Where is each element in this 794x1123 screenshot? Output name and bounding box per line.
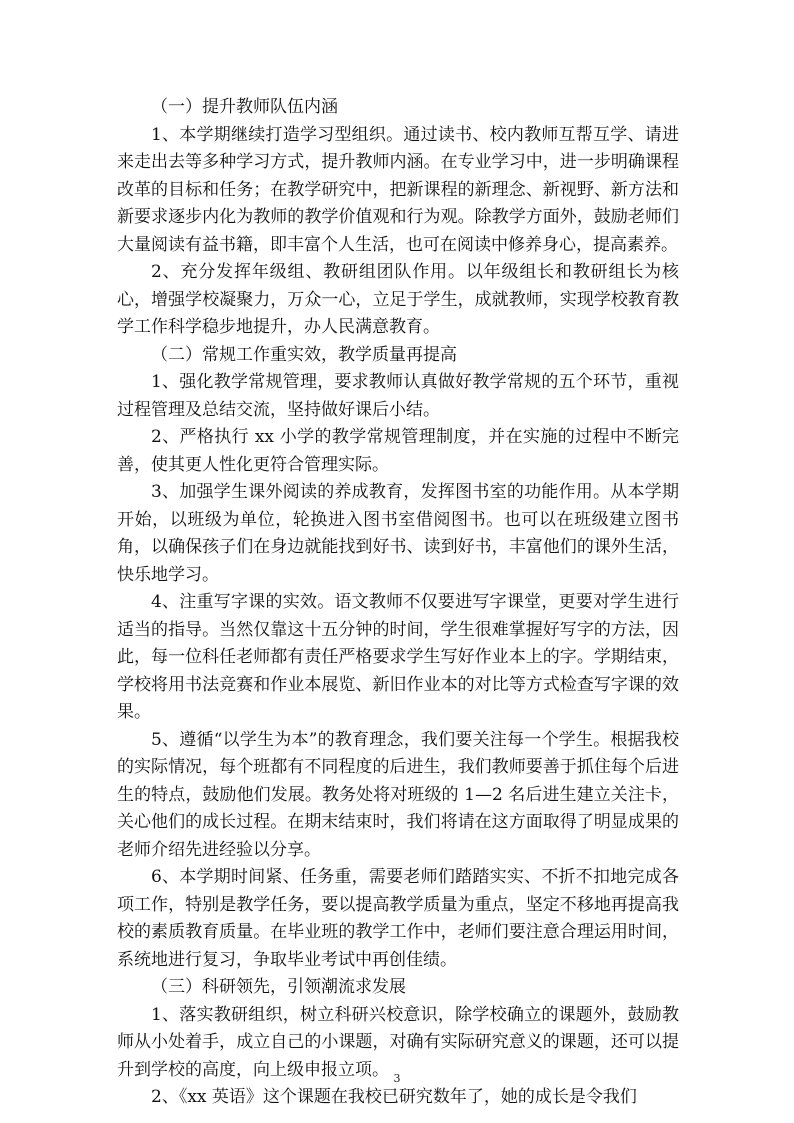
paragraph: 3、加强学生课外阅读的养成教育，发挥图书室的功能作用。从本学期开始，以班级为单位，轮换进入图书室借阅图书。也可以在班级建立图书角，以确保孩子们在身边就能找到好书、读到好书，丰富他们的课外生活，快乐地学习。 — [117, 482, 679, 585]
section-heading-3: （三）科研领先，引领潮流求发展 — [151, 977, 406, 997]
page-number: 3 — [393, 1072, 401, 1085]
document-body — [117, 94, 679, 1112]
section-heading-2: （二）常规工作重实效，教学质量再提高 — [151, 344, 457, 365]
paragraph: 1、本学期继续打造学习型组织。通过读书、校内教师互帮互学、请进来走出去等多种学习方式，提升教师内涵。在专业学习中，进一步明确课程改革的目标和任务；在教学研究中，把新课程的新理念、新视野、新方法和新要求逐步内化为教师的教学价值观和行为观。除教学方面外，鼓励老师们大量阅读有益书籍，即丰富个人生活，也可在阅读中修养身心，提高素养。 — [117, 124, 679, 255]
paragraph: 1、强化教学常规管理，要求教师认真做好教学常规的五个环节，重视过程管理及总结交流，坚持做好课后小结。 — [117, 372, 679, 420]
section-heading-1: （一）提升教师队伍内涵 — [151, 97, 338, 117]
paragraph: 6、本学期时间紧、任务重，需要老师们踏踏实实、不折不扣地完成各项工作，特别是教学任务，要以提高教学质量为重点，坚定不移地再提高我校的素质教育质量。在毕业班的教学工作中，老师们要注意合理运用时间，系统地进行复习，争取毕业考试中再创佳绩。 — [117, 867, 679, 970]
paragraph: 1、落实教研组织，树立科研兴校意识，除学校确立的课题外，鼓励教师从小处着手，成立自己的小课题，对确有实际研究意义的课题，还可以提升到学校的高度，向上级申报立项。 — [117, 1004, 679, 1080]
paragraph: 2、严格执行 xx 小学的教学常规管理制度，并在实施的过程中不断完善，使其更人性化更符合管理实际。 — [117, 427, 679, 475]
paragraph: 2、《xx 英语》这个课题在我校已研究数年了，她的成长是令我们 — [151, 1087, 637, 1107]
paragraph: 5、遵循“以学生为本”的教育理念，我们要关注每一个学生。根据我校的实际情况，每个班都有不同程度的后进生，我们教师要善于抓住每个后进生的特点，鼓励他们发展。教务处将对班级的 1—2 名后进生建立关注卡，关心他们的成长过程。在期末结束时，我们将请在这方面取得了明显成果的老师介绍先进经验以分享。 — [117, 729, 679, 860]
paragraph: 4、注重写字课的实效。语文教师不仅要进写字课堂，更要对学生进行适当的指导。当然仅靠这十五分钟的时间，学生很难掌握好写字的方法，因此，每一位科任老师都有责任严格要求学生写好作业本上的字。学期结束，学校将用书法竞赛和作业本展览、新旧作业本的对比等方式检查写字课的效果。 — [117, 592, 679, 722]
paragraph: 2、充分发挥年级组、教研组团队作用。以年级组长和教研组长为核心，增强学校凝聚力，万众一心，立足于学生，成就教师，实现学校教育教学工作科学稳步地提升，办人民满意教育。 — [117, 262, 679, 337]
